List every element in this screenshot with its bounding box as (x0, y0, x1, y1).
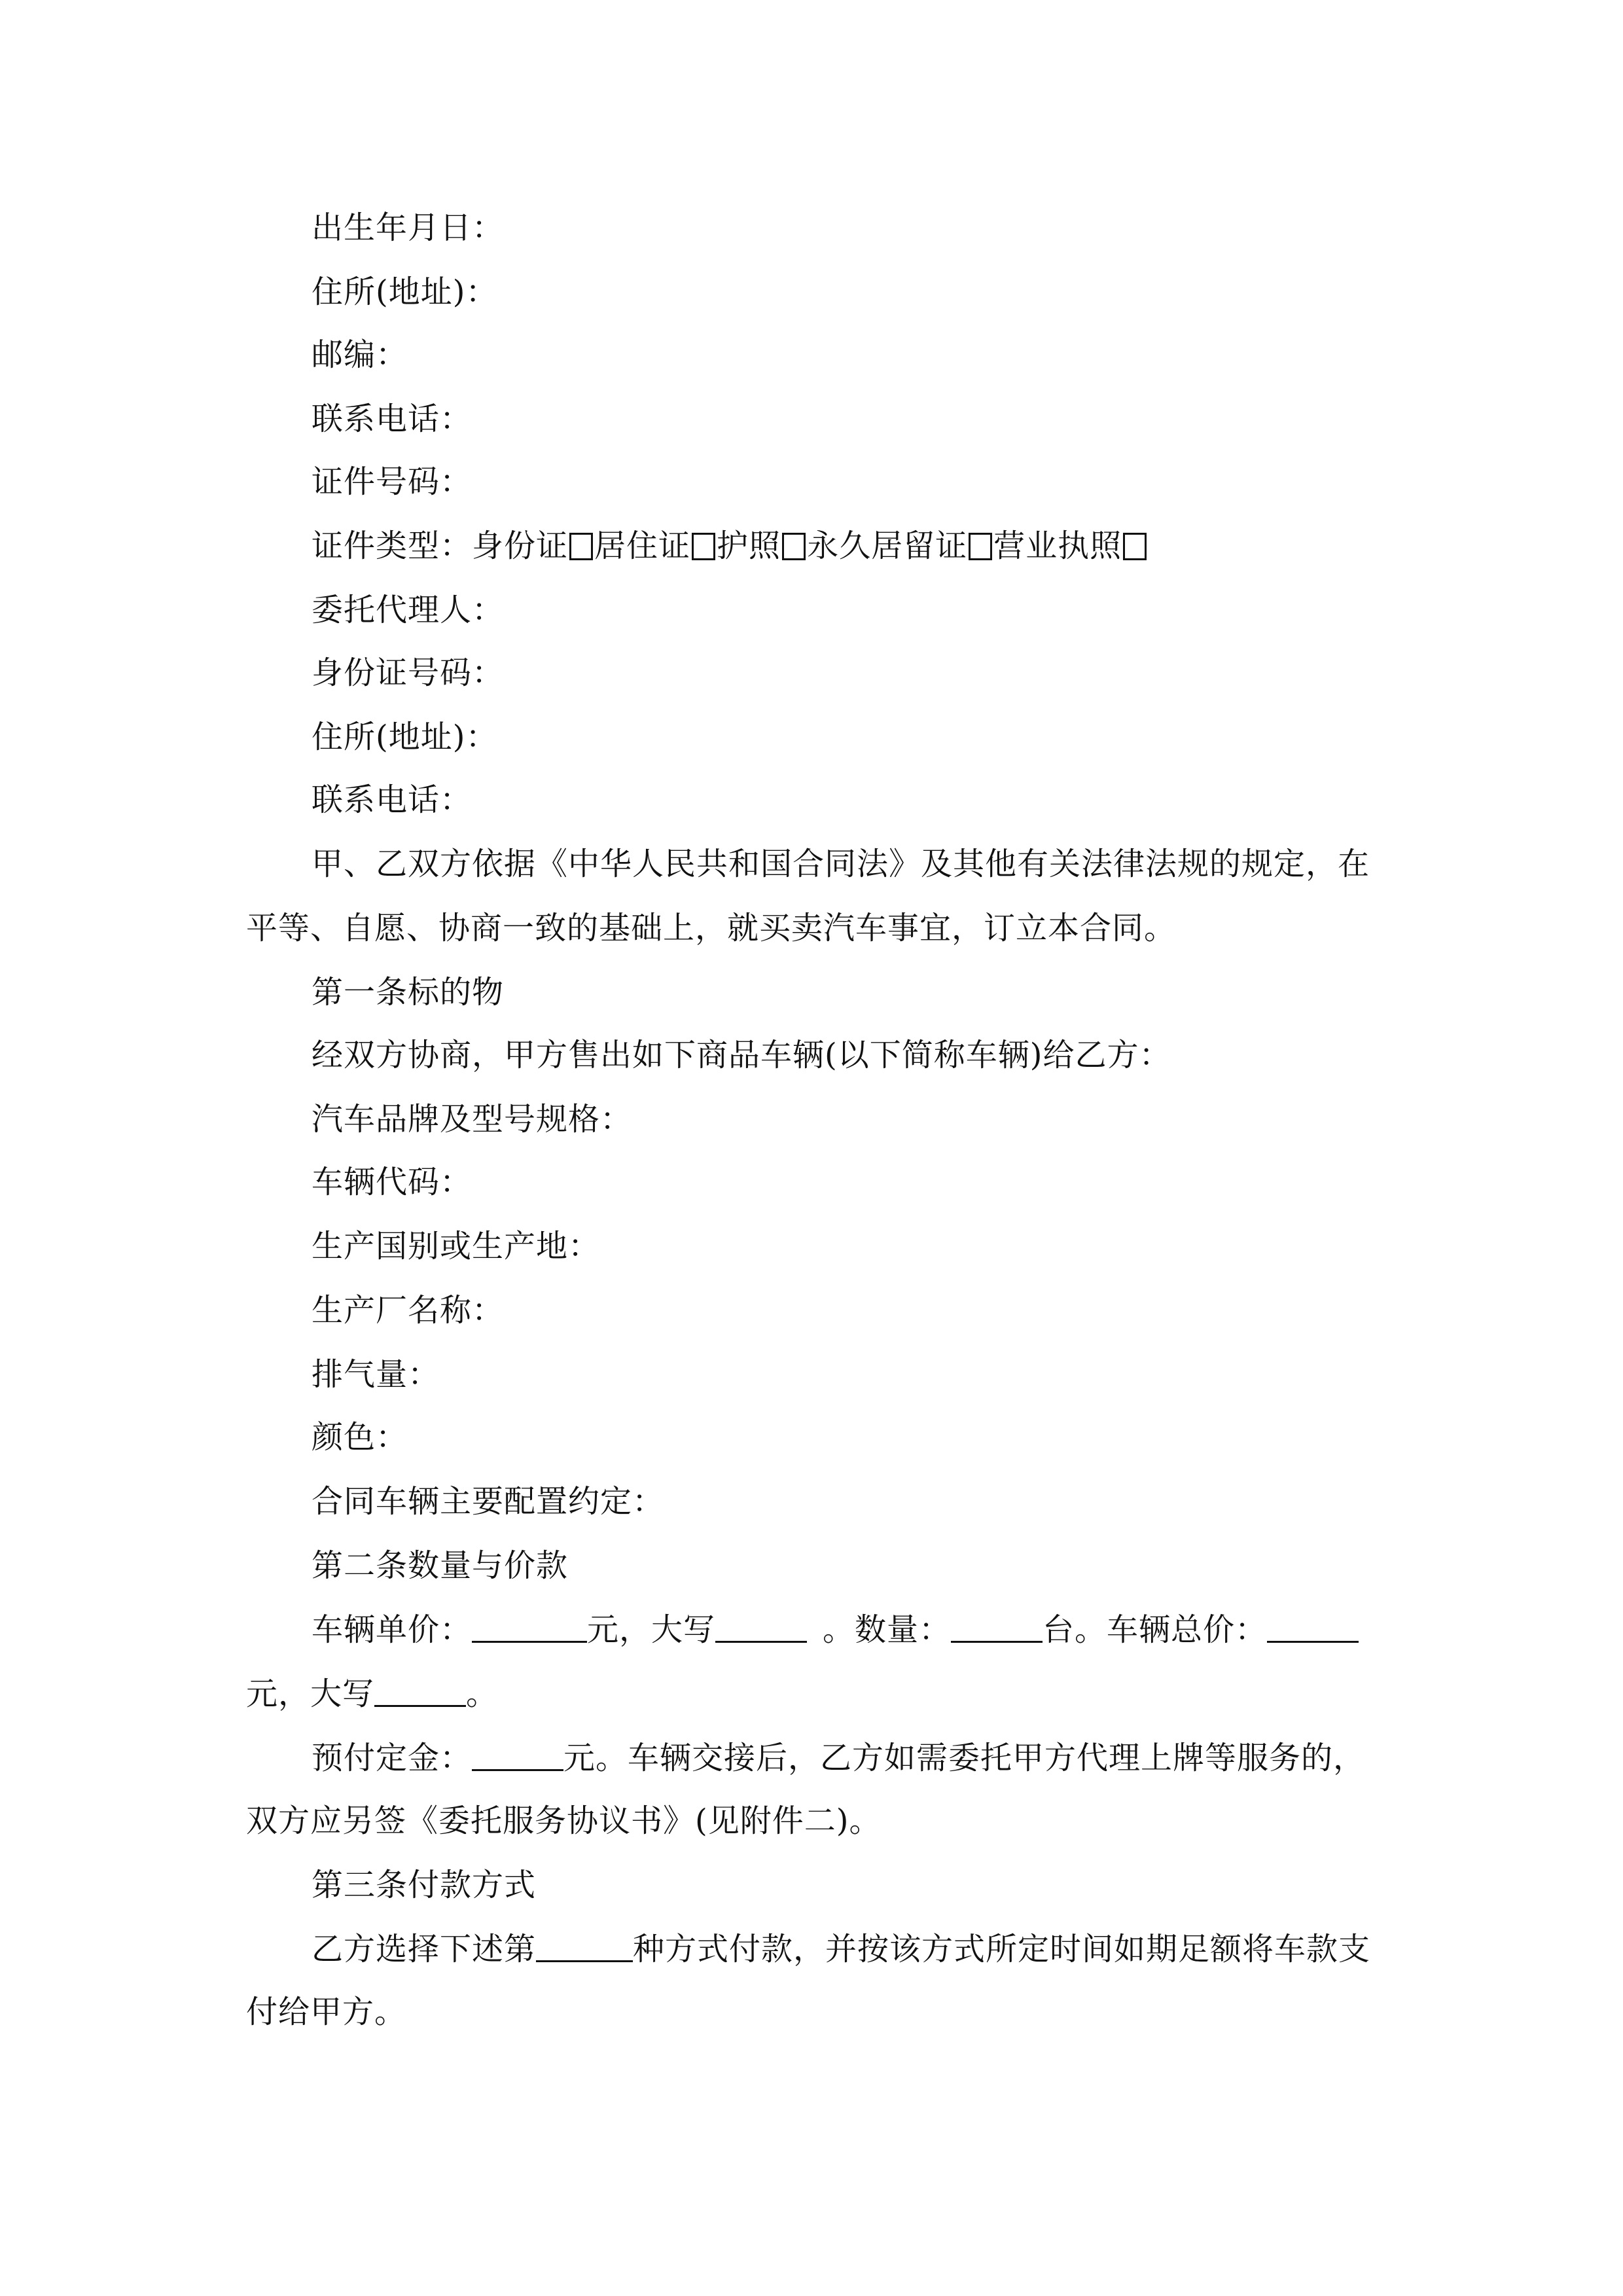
article-1-color: 颜色： (312, 1419, 408, 1456)
article-1-manufacturer: 生产厂名称： (312, 1292, 505, 1329)
residence-permit-checkbox[interactable] (692, 533, 715, 560)
total-price-label: 台。车辆总价： (1043, 1611, 1268, 1648)
id-type-option-residence: 居住证 (594, 528, 691, 564)
unit-price-daxie-label: 元，大写 (587, 1611, 716, 1648)
business-license-checkbox[interactable] (1123, 533, 1147, 560)
article-2-deposit-line-2: 双方应另签《委托服务协议书》(见附件二)。 (246, 1803, 882, 1839)
field-phone: 联系电话： (312, 401, 473, 437)
id-type-option-business: 营业执照 (993, 528, 1122, 564)
quantity-label: 。数量： (823, 1611, 952, 1648)
article-2-deposit-line (312, 1738, 1365, 1778)
passport-checkbox[interactable] (782, 533, 806, 560)
deposit-blank[interactable] (472, 1740, 563, 1771)
article-1-title: 第一条标的物 (312, 974, 505, 1011)
article-2-price-line (312, 1610, 1359, 1649)
id-type-option-permanent: 永久居留证 (807, 528, 968, 564)
payment-choice-blank[interactable] (536, 1931, 633, 1962)
field-agent-phone: 联系电话： (312, 781, 473, 818)
deposit-text: 元。车辆交接后，乙方如需委托甲方代理上牌等服务的， (563, 1740, 1366, 1776)
article-1-configuration: 合同车辆主要配置约定： (312, 1483, 665, 1520)
field-agent-id: 身份证号码： (312, 655, 505, 691)
article-1-displacement: 排气量： (312, 1356, 440, 1393)
field-address: 住所(地址)： (312, 274, 498, 310)
total-price-blank[interactable] (1267, 1612, 1359, 1643)
article-1-origin: 生产国别或生产地： (312, 1228, 601, 1265)
article-1-vehicle-code: 车辆代码： (312, 1164, 473, 1200)
total-daxie-label: 元，大写 (246, 1676, 375, 1712)
field-agent: 委托代理人： (312, 592, 505, 628)
article-1-intro: 经双方协商，甲方售出如下商品车辆(以下简称车辆)给乙方： (312, 1037, 1171, 1073)
payment-choice-text: 种方式付款，并按该方式所定时间如期足额将车款支 (633, 1931, 1371, 1967)
id-card-checkbox[interactable] (569, 533, 593, 560)
field-id-number: 证件号码： (312, 463, 473, 500)
field-birth-date: 出生年月日： (312, 209, 505, 246)
deposit-label: 预付定金： (312, 1740, 473, 1776)
quantity-blank[interactable] (951, 1612, 1043, 1643)
id-type-option-passport: 护照 (717, 528, 781, 564)
field-id-type (312, 526, 1148, 565)
field-agent-address: 住所(地址)： (312, 719, 498, 755)
article-3-line-1 (312, 1929, 1370, 1969)
article-3-title: 第三条付款方式 (312, 1867, 537, 1903)
preamble-line-1: 甲、乙双方依据《中华人民共和国合同法》及其他有关法律法规的规定，在 (312, 846, 1370, 882)
payment-choice-label: 乙方选择下述第 (312, 1931, 537, 1967)
permanent-residence-checkbox[interactable] (969, 533, 992, 560)
unit-price-label: 车辆单价： (312, 1611, 473, 1648)
total-daxie-blank[interactable] (374, 1676, 466, 1707)
unit-price-daxie-blank[interactable] (715, 1612, 807, 1643)
id-type-label: 证件类型： (312, 528, 473, 564)
id-type-option-id-card: 身份证 (472, 528, 569, 564)
unit-price-blank[interactable] (472, 1612, 587, 1643)
article-2-total-daxie-line (246, 1674, 498, 1713)
preamble-line-2: 平等、自愿、协商一致的基础上，就买卖汽车事宜，订立本合同。 (246, 910, 1177, 946)
article-2-title: 第二条数量与价款 (312, 1547, 569, 1584)
total-daxie-period: 。 (466, 1676, 499, 1712)
field-postcode: 邮编： (312, 336, 408, 373)
article-1-brand-model: 汽车品牌及型号规格： (312, 1101, 633, 1138)
article-3-line-2: 付给甲方。 (246, 1994, 407, 2030)
